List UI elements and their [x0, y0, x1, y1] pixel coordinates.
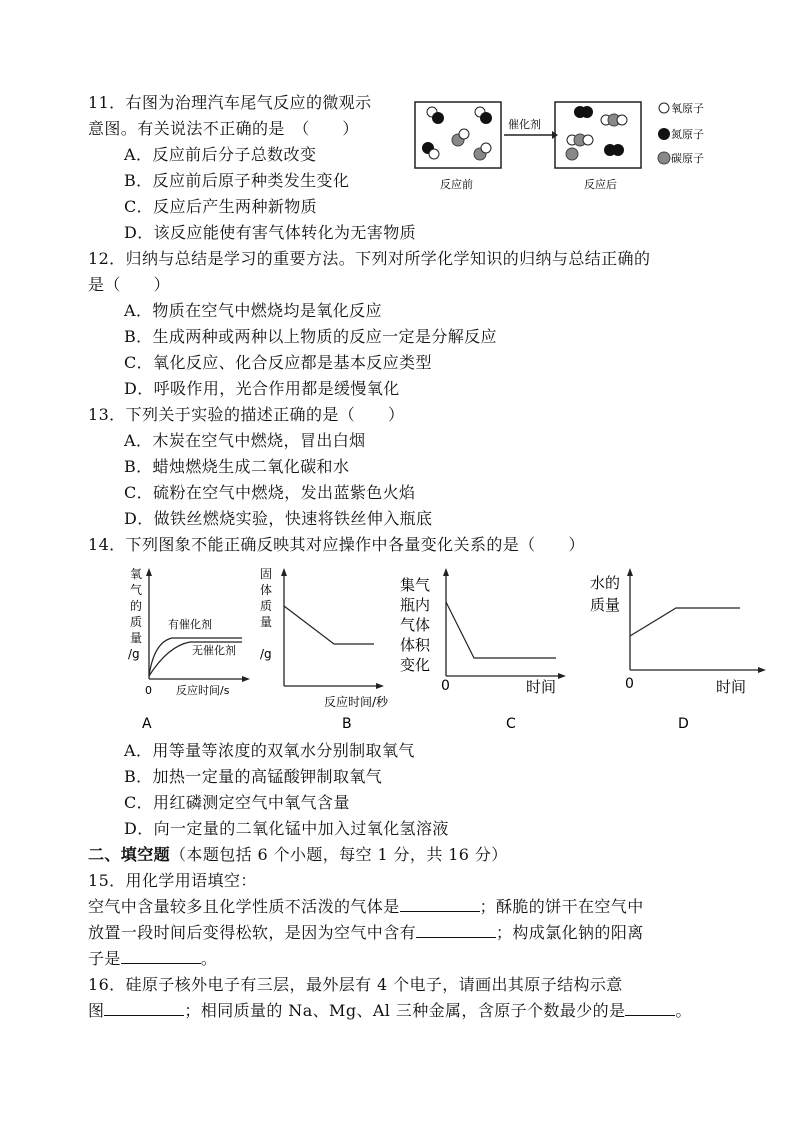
- q15-line1-text-b: ；酥脆的饼干在空气中: [479, 897, 644, 916]
- svg-text:质: 质: [260, 599, 273, 613]
- graph-d: [590, 564, 770, 734]
- q11-reaction-diagram: [412, 92, 732, 196]
- q12-option-d: D．呼吸作用，光合作用都是缓慢氧化: [124, 379, 400, 398]
- graph-a-xlabel: 反应时间/s: [176, 684, 230, 697]
- q13-option-b: B．蜡烛燃烧生成二氧化碳和水: [124, 457, 350, 476]
- legend-carbon: 碳原子: [671, 152, 704, 165]
- before-label: 反应前: [440, 178, 473, 191]
- catalyst-label: 催化剂: [508, 118, 541, 131]
- q15-line3: [88, 948, 217, 970]
- section2-heading: [88, 844, 508, 866]
- q11-option-b: B．反应前后原子种类发生变化: [124, 171, 350, 190]
- q16-blank-1[interactable]: [104, 1001, 184, 1016]
- svg-text:气: 气: [130, 583, 143, 597]
- q13-option-a: A．木炭在空气中燃烧，冒出白烟: [124, 431, 366, 450]
- svg-text:瓶内: 瓶内: [400, 596, 431, 614]
- q12-stem-line2: 是（ ）: [88, 275, 171, 294]
- graph-b-xlabel: 反应时间/秒: [324, 695, 388, 709]
- q12-option-a: A．物质在空气中燃烧均是氧化反应: [124, 301, 382, 320]
- q11-stem-line2: 意图。有关说法不正确的是 （ ）: [88, 119, 359, 138]
- graph-a-letter: A: [142, 716, 152, 732]
- graph-a-ylabel: [128, 567, 142, 661]
- after-molecules: [566, 106, 627, 160]
- q15-line1: [88, 896, 644, 918]
- q15-blank-2[interactable]: [416, 923, 496, 938]
- graph-a-curve1-label: 有催化剂: [168, 618, 212, 631]
- q14-option-a: A．用等量等浓度的双氧水分别制取氧气: [124, 741, 415, 760]
- q14-option-b: B．加热一定量的高锰酸钾制取氧气: [124, 767, 383, 786]
- svg-text:固: 固: [260, 567, 273, 581]
- graph-a: [124, 564, 254, 734]
- graph-d-origin: 0: [625, 676, 634, 692]
- legend-oxygen: 氧原子: [671, 102, 704, 115]
- svg-text:体积: 体积: [400, 636, 431, 654]
- q11-option-d: D．该反应能使有害气体转化为无害物质: [124, 223, 417, 242]
- before-molecules: [422, 107, 492, 160]
- graph-a-origin: 0: [145, 684, 152, 697]
- svg-text:质: 质: [130, 615, 143, 629]
- q14-option-d: D．向一定量的二氧化锰中加入过氧化氢溶液: [124, 819, 449, 838]
- q16-line2: [88, 1000, 692, 1022]
- svg-text:/g: /g: [128, 647, 140, 661]
- section2-note: （本题包括 6 个小题，每空 1 分，共 16 分）: [170, 845, 508, 864]
- q15-line3-text-b: 。: [200, 949, 218, 968]
- svg-text:集气: 集气: [400, 576, 431, 594]
- svg-text:量: 量: [260, 615, 273, 629]
- q16-line2-text-c: 。: [675, 1001, 692, 1020]
- graph-c: [398, 564, 568, 734]
- graph-c-ylabel: [400, 576, 431, 674]
- legend-nitrogen: 氮原子: [671, 128, 704, 141]
- graph-b-letter: B: [342, 716, 352, 732]
- q16-line2-text-b: ；相同质量的 Na、Mg、Al 三种金属，含原子个数最少的是: [184, 1001, 626, 1020]
- q15-line1-text-a: 空气中含量较多且化学性质不活泼的气体是: [88, 897, 400, 916]
- q14-stem: 14．下列图象不能正确反映其对应操作中各量变化关系的是（ ）: [88, 535, 585, 554]
- after-label: 反应后: [584, 178, 617, 191]
- q14-option-c: C．用红磷测定空气中氧气含量: [124, 793, 350, 812]
- q15-line2-text-b: ；构成氯化钠的阳离: [496, 923, 644, 942]
- svg-text:变化: 变化: [400, 656, 431, 674]
- section2-title: 二、填空题: [88, 845, 171, 864]
- q13-stem: 13．下列关于实验的描述正确的是（ ）: [88, 405, 405, 424]
- graph-c-letter: C: [506, 716, 516, 732]
- q13-option-d: D．做铁丝燃烧实验，快速将铁丝伸入瓶底: [124, 509, 433, 528]
- q12-option-b: B．生成两种或两种以上物质的反应一定是分解反应: [124, 327, 497, 346]
- graph-c-curve: [446, 602, 556, 658]
- svg-text:/g: /g: [260, 647, 272, 661]
- svg-text:气体: 气体: [400, 616, 431, 634]
- q12-option-c: C．氧化反应、化合反应都是基本反应类型: [124, 353, 432, 372]
- q11-option-c: C．反应后产生两种新物质: [124, 197, 318, 216]
- q15-line2: [88, 922, 644, 944]
- q13-option-c: C．硫粉在空气中燃烧，发出蓝紫色火焰: [124, 483, 416, 502]
- q11-stem-line1: 11．右图为治理汽车尾气反应的微观示: [88, 93, 372, 112]
- graph-b-curve: [284, 606, 374, 644]
- carbon-atom-icon: [658, 152, 670, 164]
- graph-d-xlabel: 时间: [716, 678, 747, 696]
- q15-line3-text-a: 子是: [88, 949, 121, 968]
- q12-stem-line1: 12．归纳与总结是学习的重要方法。下列对所学化学知识的归纳与总结正确的: [88, 249, 651, 268]
- graph-d-ylabel: [590, 574, 620, 614]
- graph-b-ylabel: [260, 567, 272, 661]
- q15-blank-3[interactable]: [121, 949, 201, 964]
- nitrogen-atom-icon: [658, 128, 670, 140]
- svg-text:量: 量: [130, 631, 143, 645]
- svg-text:体: 体: [260, 583, 273, 597]
- graph-c-origin: 0: [441, 678, 450, 694]
- graph-c-xlabel: 时间: [526, 678, 557, 696]
- svg-text:水的: 水的: [590, 574, 621, 592]
- q15-line2-text-a: 放置一段时间后变得松软，是因为空气中含有: [88, 923, 417, 942]
- svg-text:氧: 氧: [130, 567, 143, 581]
- oxygen-atom-icon: [659, 103, 669, 113]
- graph-d-curve: [630, 608, 740, 636]
- svg-text:质量: 质量: [590, 596, 621, 614]
- q15-stem: 15．用化学用语填空：: [88, 871, 257, 890]
- q16-line2-text-a: 图: [88, 1001, 105, 1020]
- graph-d-letter: D: [678, 716, 689, 732]
- graph-a-curve2-label: 无催化剂: [192, 644, 236, 657]
- q16-blank-2[interactable]: [625, 1001, 675, 1016]
- q16-line1: 16．硅原子核外电子有三层，最外层有 4 个电子，请画出其原子结构示意: [88, 975, 623, 994]
- graph-b: [258, 564, 388, 734]
- q11-option-a: A．反应前后分子总数改变: [124, 145, 317, 164]
- q15-blank-1[interactable]: [400, 897, 480, 912]
- svg-text:的: 的: [130, 599, 143, 613]
